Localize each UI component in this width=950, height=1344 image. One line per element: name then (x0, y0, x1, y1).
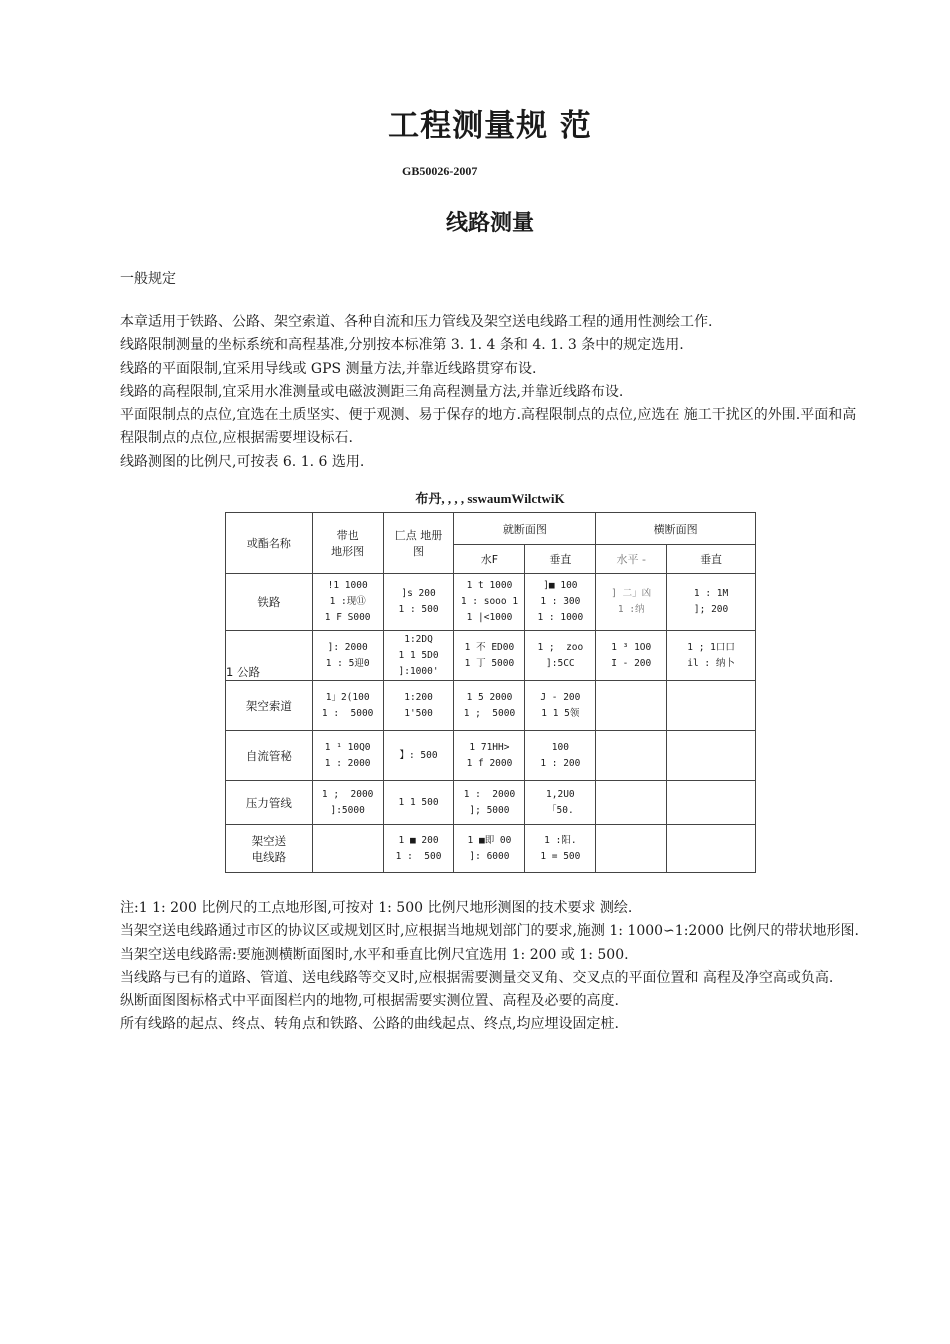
row-name: 架空送 电线路 (226, 825, 313, 873)
notes (120, 897, 865, 1037)
table-row (226, 631, 756, 681)
note: 当架空送电线路通过市区的协议区或规划区时,应根据当地规划部门的要求,施测 1: 1000∽1:2000 比例尺的带状地形图. (120, 923, 859, 940)
header-longitudinal: 就断面图 (454, 513, 596, 545)
row-name: 1 公路 (226, 631, 313, 681)
cell: 1 ; 1口口 il : 纳卜 (667, 631, 756, 681)
cell: 1 ³ 1O0 I - 200 (596, 631, 667, 681)
cell: 1 ■ 200 1 : 500 (383, 825, 454, 873)
cell (667, 781, 756, 825)
row-name: 自流管秘 (226, 731, 313, 781)
cell: J - 200 1 1 5领 (525, 681, 596, 731)
paragraph: 平面限制点的点位,宜选在土质坚实、便于观测、易于保存的地方.高程限制点的点位,应选在 施工干扰区的外围.平面和高程限制点的点位,应根据需要埋设标石. (120, 407, 857, 447)
cell: 1 1 500 (383, 781, 454, 825)
cell (596, 781, 667, 825)
document-title: 工程测量规 范 (388, 108, 592, 144)
header-cross-vertical: 垂直 (667, 545, 756, 574)
row-name: 架空索道 (226, 681, 313, 731)
header-site-map: 匚点 地册 图 (383, 513, 454, 574)
scale-table (225, 512, 756, 873)
cell: 1 ; zoo ]:5CC (525, 631, 596, 681)
cell: 1:2DQ 1 1 5D0 ]:1000' (383, 631, 454, 681)
section-title: 一般规定 (120, 271, 176, 287)
cell: 1 71HH> 1 f 2000 (454, 731, 525, 781)
cell: 1 : 1M ]; 200 (667, 574, 756, 631)
note: 注:1 1: 200 比例尺的工点地形图,可按对 1: 500 比例尺地形测图的技术要求 测绘. (120, 900, 633, 916)
table-row (226, 731, 756, 781)
cell: 1 ; 2000 ]:5000 (312, 781, 383, 825)
cell: !1 1000 1 :现⑪ 1 F S000 (312, 574, 383, 631)
cell (667, 825, 756, 873)
paragraph: 线路限制测量的坐标系统和高程基准,分别按本标准第 3. 1. 4 条和 4. 1. 3 条中的规定选用. (120, 337, 684, 354)
cell: 1 : 2000 ]; 5000 (454, 781, 525, 825)
cell: 100 1 : 200 (525, 731, 596, 781)
cell (667, 681, 756, 731)
cell: 1:200 1'500 (383, 681, 454, 731)
cell: 1」2(100 1 : 5000 (312, 681, 383, 731)
table-row (226, 681, 756, 731)
cell: ]s 200 1 : 500 (383, 574, 454, 631)
table-caption: 布丹, , , , sswaumWilctwiK (415, 491, 565, 506)
row-name: 铁路 (226, 574, 313, 631)
header-cross-horizontal: 水平 - (596, 545, 667, 574)
cell: 1 ¹ 10Q0 1 : 2000 (312, 731, 383, 781)
cell: 1 不 ED00 1 丁 5000 (454, 631, 525, 681)
cell: 1,2U0 「50. (525, 781, 596, 825)
cell (596, 681, 667, 731)
standard-code: GB50026-2007 (402, 164, 478, 178)
chapter-title: 线路测量 (445, 211, 534, 236)
cell (596, 825, 667, 873)
table-row (226, 781, 756, 825)
cell: ]: 2000 1 : 5迎0 (312, 631, 383, 681)
body-paragraphs (120, 311, 865, 474)
row-name: 压力管线 (226, 781, 313, 825)
header-strip-map: 带也 地形图 (312, 513, 383, 574)
header-name: 或酯名称 (226, 513, 313, 574)
table-row (226, 574, 756, 631)
note: 所有线路的起点、终点、转角点和铁路、公路的曲线起点、终点,均应埋设固定桩. (120, 1016, 619, 1033)
cell: 1 :阳. 1 = 500 (525, 825, 596, 873)
paragraph: 本章适用于铁路、公路、架空索道、各种自流和压力管线及架空送电线路工程的通用性测绘工作. (120, 314, 713, 330)
cell (667, 731, 756, 781)
table-row (226, 825, 756, 873)
paragraph: 线路的平面限制,宜采用导线或 GPS 测量方法,并靠近线路贯穿布设. (120, 360, 537, 377)
paragraph: 线路测图的比例尺,可按表 6. 1. 6 选用. (120, 453, 365, 470)
note: 纵断面图图标格式中平面图栏内的地物,可根据需要实测位置、高程及必要的高度. (120, 993, 619, 1010)
cell: 】: 500 (383, 731, 454, 781)
cell: 1 ■即 00 ]: 6000 (454, 825, 525, 873)
cell (312, 825, 383, 873)
paragraph: 线路的高程限制,宜采用水准测量或电磁波测距三角高程测量方法,并靠近线路布设. (120, 383, 624, 400)
cell (596, 731, 667, 781)
cell: 1 t 1000 1 : sooo 1 1 |<1000 (454, 574, 525, 631)
cell: 1 5 2000 1 ; 5000 (454, 681, 525, 731)
header-long-horizontal: 水F (454, 545, 525, 574)
cell: ] 二」凶 1 :纳 (596, 574, 667, 631)
note: 当线路与已有的道路、管道、送电线路等交叉时,应根据需要测量交叉角、交叉点的平面位置和 高程及净空高或负高. (120, 969, 834, 986)
note: 当架空送电线路需:要施测横断面图时,水平和垂直比例尺宜选用 1: 200 或 1: 500. (120, 946, 629, 963)
cell: ]■ 100 1 : 300 1 : 1000 (525, 574, 596, 631)
header-long-vertical: 垂直 (525, 545, 596, 574)
header-cross: 横断面图 (596, 513, 756, 545)
